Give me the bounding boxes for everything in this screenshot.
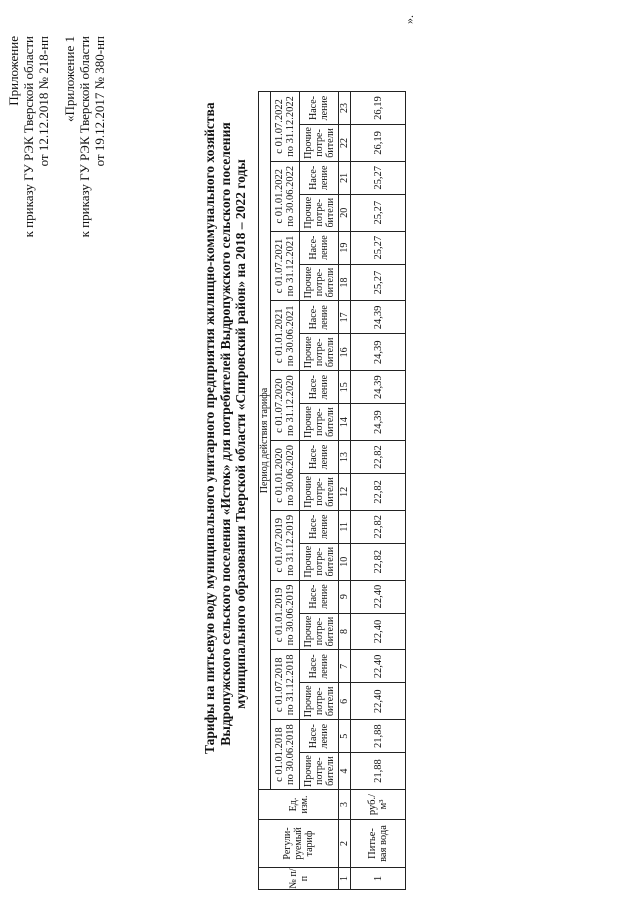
tariff-value: 22,40 <box>351 650 406 683</box>
appendix-line: к приказу ГУ РЭК Тверской области <box>77 36 92 238</box>
header-other-consumers: Прочие потре-бители <box>300 404 339 441</box>
header-population: Насе-ление <box>300 720 339 753</box>
column-number-row <box>339 92 351 890</box>
header-tariff: Регули-руемый тариф <box>259 820 339 868</box>
tariff-value: 25,27 <box>351 231 406 264</box>
column-number: 17 <box>339 301 351 334</box>
column-number: 10 <box>339 543 351 580</box>
column-number: 6 <box>339 683 351 720</box>
header-population: Насе-ление <box>300 510 339 543</box>
consumer-row <box>300 92 339 890</box>
appendix-line: «Приложение 1 <box>62 36 77 123</box>
tariff-value: 24,39 <box>351 334 406 371</box>
header-other-consumers: Прочие потре-бители <box>300 125 339 162</box>
appendix-header <box>6 36 51 237</box>
tariff-value: 22,82 <box>351 510 406 543</box>
column-number: 14 <box>339 404 351 441</box>
header-population: Насе-ление <box>300 650 339 683</box>
header-other-consumers: Прочие потре-бители <box>300 683 339 720</box>
column-number: 18 <box>339 264 351 301</box>
tariff-value: 26,19 <box>351 125 406 162</box>
tariff-value: 22,40 <box>351 683 406 720</box>
title-line: Выдропужского сельского поселения «Исток» для потребителей Выдропужского сельского поселения <box>217 122 233 746</box>
title-line: муниципального образования Тверской области «Спировский район» на 2018 – 2022 годы <box>233 159 248 709</box>
column-number: 13 <box>339 441 351 474</box>
header-other-consumers: Прочие потре-бители <box>300 474 339 511</box>
period-header: с 01.01.2022 по 30.06.2022 <box>271 161 300 231</box>
column-number: 5 <box>339 720 351 753</box>
tariff-table <box>258 91 406 890</box>
tariff-value: 22,40 <box>351 613 406 650</box>
tariff-value: 22,82 <box>351 474 406 511</box>
column-number: 16 <box>339 334 351 371</box>
header-population: Насе-ление <box>300 161 339 194</box>
column-number: 8 <box>339 613 351 650</box>
appendix-line: от 12.12.2018 № 218-нп <box>36 36 51 167</box>
column-number: 12 <box>339 474 351 511</box>
closing-quote: ». <box>402 15 416 24</box>
header-population: Насе-ление <box>300 580 339 613</box>
appendix-line: от 19.12.2017 № 380-нп <box>92 36 107 167</box>
table-row <box>351 92 406 890</box>
header-population: Насе-ление <box>300 441 339 474</box>
column-number: 23 <box>339 92 351 125</box>
tariff-value: 25,27 <box>351 161 406 194</box>
period-header: с 01.07.2018 по 31.12.2018 <box>271 650 300 720</box>
column-number: 9 <box>339 580 351 613</box>
tariff-value: 25,27 <box>351 264 406 301</box>
appendix-line: Приложение <box>6 36 21 106</box>
header-other-consumers: Прочие потре-бители <box>300 194 339 231</box>
period-header: с 01.01.2021 по 30.06.2021 <box>271 301 300 371</box>
header-other-consumers: Прочие потре-бители <box>300 613 339 650</box>
header-population: Насе-ление <box>300 371 339 404</box>
column-number: 22 <box>339 125 351 162</box>
header-unit: Ед. изм. <box>259 790 339 820</box>
header-other-consumers: Прочие потре-бители <box>300 264 339 301</box>
header-population: Насе-ление <box>300 301 339 334</box>
header-population: Насе-ление <box>300 92 339 125</box>
column-number: 11 <box>339 510 351 543</box>
period-header: с 01.07.2022 по 31.12.2022 <box>271 92 300 162</box>
appendix-line: к приказу ГУ РЭК Тверской области <box>21 36 36 238</box>
tariff-value: 24,39 <box>351 301 406 334</box>
tariff-value: 22,40 <box>351 580 406 613</box>
column-number: 19 <box>339 231 351 264</box>
header-row <box>259 92 271 890</box>
tariff-value: 22,82 <box>351 543 406 580</box>
tariff-value: 21,88 <box>351 720 406 753</box>
period-header: с 01.07.2019 по 31.12.2019 <box>271 510 300 580</box>
header-other-consumers: Прочие потре-бители <box>300 334 339 371</box>
period-header: с 01.07.2020 по 31.12.2020 <box>271 371 300 441</box>
row-unit: руб./м³ <box>351 790 406 820</box>
period-header: с 01.01.2020 по 30.06.2020 <box>271 441 300 511</box>
tariff-value: 25,27 <box>351 194 406 231</box>
period-row <box>271 92 300 890</box>
column-number: 21 <box>339 161 351 194</box>
column-number: 20 <box>339 194 351 231</box>
column-number: 1 <box>339 868 351 890</box>
column-number: 15 <box>339 371 351 404</box>
row-tariff: Питье-вая вода <box>351 820 406 868</box>
row-number: 1 <box>351 868 406 890</box>
document-title <box>202 102 249 754</box>
period-header: с 01.07.2021 по 31.12.2021 <box>271 231 300 301</box>
period-header: с 01.01.2018 по 30.06.2018 <box>271 720 300 790</box>
header-population: Насе-ление <box>300 231 339 264</box>
column-number: 4 <box>339 753 351 790</box>
appendix-previous-header <box>62 36 107 237</box>
tariff-value: 26,19 <box>351 92 406 125</box>
tariff-value: 24,39 <box>351 371 406 404</box>
tariff-value: 21,88 <box>351 753 406 790</box>
header-other-consumers: Прочие потре-бители <box>300 753 339 790</box>
column-number: 7 <box>339 650 351 683</box>
tariff-value: 24,39 <box>351 404 406 441</box>
header-no: № п/ п <box>259 868 339 890</box>
column-number: 3 <box>339 790 351 820</box>
header-other-consumers: Прочие потре-бители <box>300 543 339 580</box>
period-header: с 01.01.2019 по 30.06.2019 <box>271 580 300 650</box>
tariff-value: 22,82 <box>351 441 406 474</box>
title-line: Тарифы на питьевую воду муниципального унитарного предприятия жилищно-коммунального хозяйства <box>202 102 217 754</box>
header-period: Период действия тарифа <box>259 92 271 790</box>
column-number: 2 <box>339 820 351 868</box>
